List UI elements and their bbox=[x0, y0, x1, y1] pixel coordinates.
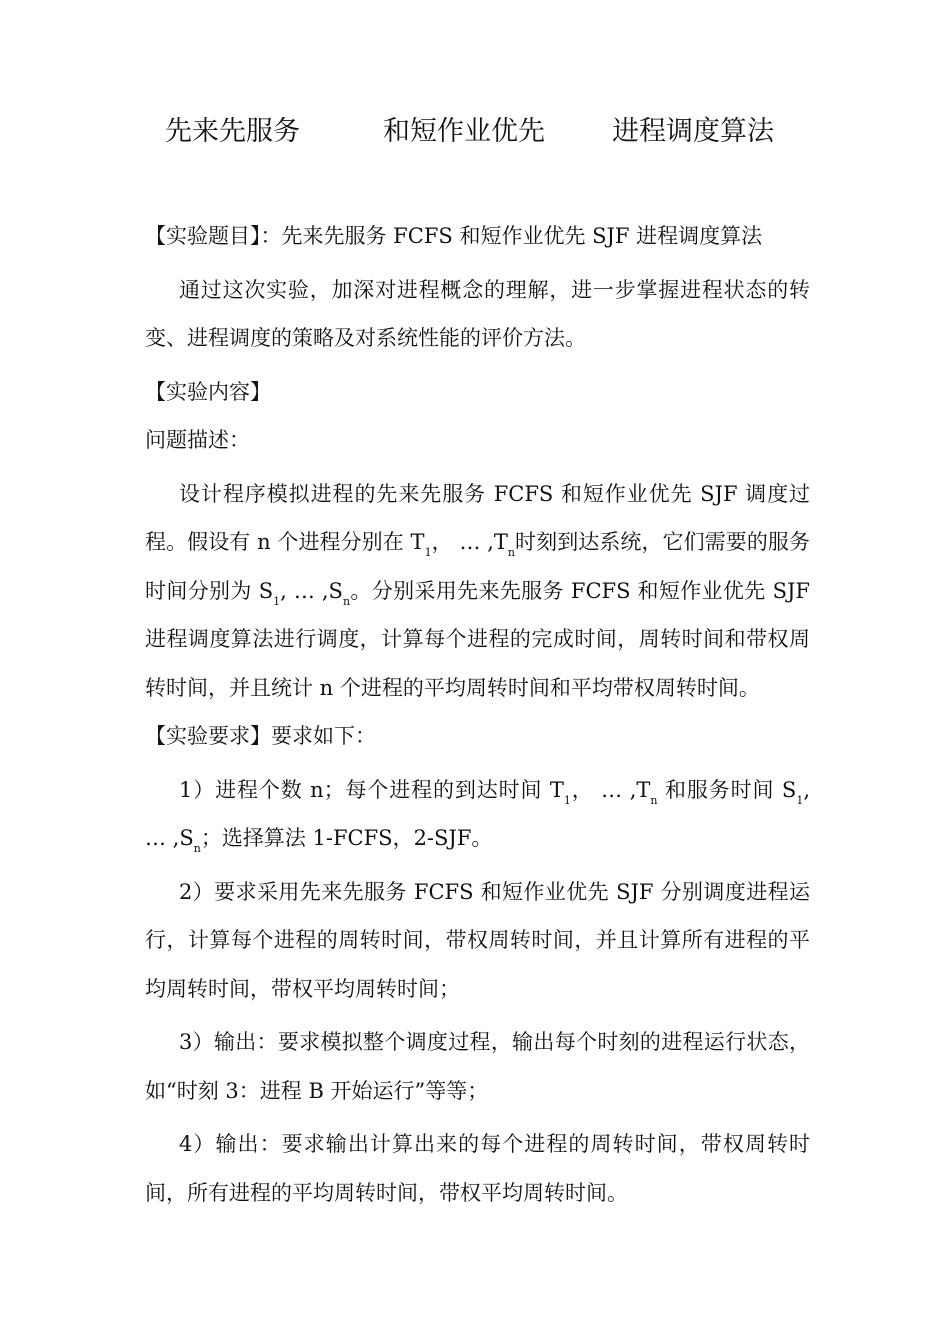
content-heading: 【实验内容】 bbox=[145, 379, 271, 404]
subscript: n bbox=[650, 793, 658, 807]
document-body bbox=[145, 212, 810, 1217]
subscript: 1 bbox=[563, 793, 571, 807]
subscript: 1 bbox=[273, 594, 281, 608]
problem-label: 问题描述： bbox=[145, 428, 250, 452]
problem-text-2: ， … ,T bbox=[431, 530, 508, 554]
experiment-topic bbox=[145, 212, 810, 261]
title-part-sjf: 和短作业优先 bbox=[383, 116, 545, 147]
subscript: n bbox=[507, 546, 515, 559]
req1-text-5: ；选择算法 1-FCFS，2-SJF。 bbox=[200, 826, 493, 850]
problem-text-3: 时刻到达系统，它们需要的服务时间分别为 S bbox=[145, 530, 810, 603]
title-part-fcfs: 先来先服务 bbox=[165, 116, 300, 147]
requirement-2: 2）要求采用先来先服务 FCFS 和短作业优先 SJF 分别调度进程运行，计算每个进程的周转时间，带权周转时间，并且计算所有进程的平均周转时间，带权平均周转时间； bbox=[145, 879, 810, 1001]
document-title bbox=[0, 112, 950, 152]
problem-text-1: 设计程序模拟进程的先来先服务 FCFS 和短作业优先 SJF 调度过程。假设有 n 个进程分别在 T bbox=[145, 481, 810, 554]
req1-text-4: , … ,S bbox=[145, 777, 810, 850]
requirement-3: 3）输出：要求模拟整个调度过程，输出每个时刻的进程运行状态，如“时刻 3：进程 B 开始运行”等等； bbox=[145, 1030, 810, 1103]
title-part-scheduling: 进程调度算法 bbox=[612, 116, 774, 147]
problem-text-4: , … ,S bbox=[280, 578, 343, 603]
requirements-heading: 【实验要求】要求如下： bbox=[145, 724, 376, 748]
req1-text-1: 1）进程个数 n；每个进程的到达时间 T bbox=[179, 777, 564, 802]
requirement-1 bbox=[145, 766, 810, 863]
subscript: 1 bbox=[796, 793, 804, 807]
topic-text: 先来先服务 FCFS 和短作业优先 SJF 进程调度算法 bbox=[281, 224, 763, 248]
problem-description bbox=[145, 470, 810, 713]
subscript: 1 bbox=[424, 546, 432, 559]
req1-text-3: 和服务时间 S bbox=[657, 777, 797, 802]
subscript: n bbox=[193, 842, 201, 855]
problem-text-5: 。分别采用先来先服务 FCFS 和短作业优先 SJF 进程调度算法进行调度，计算每个进程的完成时间，周转时间和带权周转时间，并且统计 n 个进程的平均周转时间和平均带权周转时间。 bbox=[145, 578, 811, 700]
topic-colon: ： bbox=[260, 224, 282, 248]
subscript: n bbox=[342, 594, 351, 608]
experiment-purpose: 通过这次实验，加深对进程概念的理解，进一步掌握进程状态的转变、进程调度的策略及对系统性能的评价方法。 bbox=[145, 277, 810, 350]
topic-label: 【实验题目】 bbox=[145, 224, 261, 248]
req1-text-2: ， … ,T bbox=[570, 777, 651, 802]
requirement-4: 4）输出：要求输出计算出来的每个进程的周转时间，带权周转时间，所有进程的平均周转时间，带权平均周转时间。 bbox=[145, 1132, 810, 1205]
